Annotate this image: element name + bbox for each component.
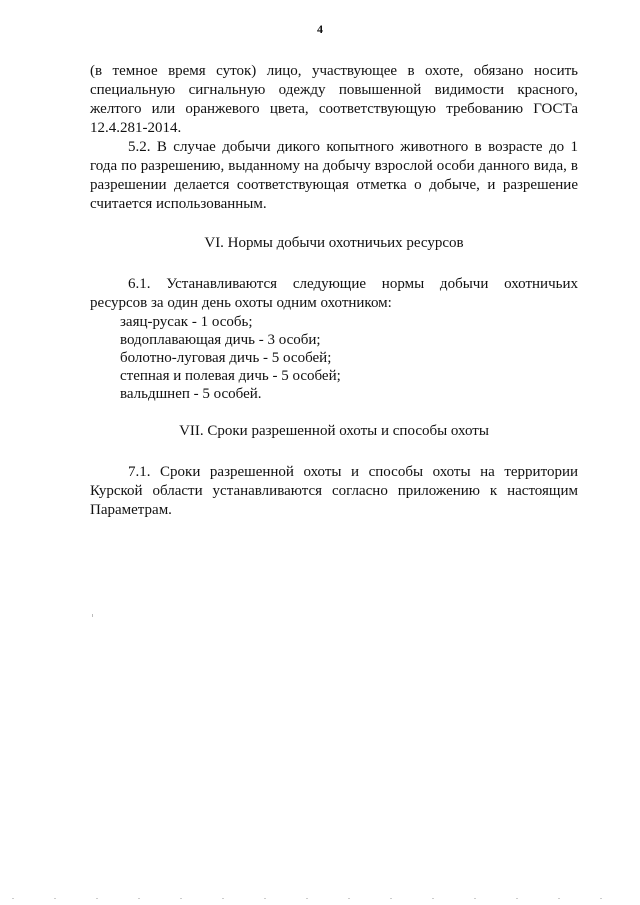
section-6-heading: VI. Нормы добычи охотничьих ресурсов: [204, 235, 464, 251]
hunting-norms-list: [90, 313, 578, 403]
list-item: вальдшнеп - 5 особей.: [120, 386, 262, 402]
paragraph-5-2: 5.2. В случае добычи дикого копытного животного в возрасте до 1 года по разрешению, выданному на добычу взрослой особи данного вида, в разрешении делается соответствующая отметка о добыче, и разрешение считается использованным.: [90, 139, 578, 212]
section-7-heading: VII. Сроки разрешенной охоты и способы охоты: [179, 423, 489, 439]
list-item: болотно-луговая дичь - 5 особей;: [120, 350, 332, 366]
paragraph-7-1: 7.1. Сроки разрешенной охоты и способы охоты на территории Курской области устанавливаются согласно приложению к настоящим Параметрам.: [90, 464, 578, 518]
list-item: заяц-русак - 1 особь;: [120, 314, 253, 330]
document-body: [90, 62, 578, 520]
scan-edge-artifacts: [0, 898, 640, 900]
scan-mark: [92, 614, 93, 617]
paragraph-continuation: (в темное время суток) лицо, участвующее в охоте, обязано носить специальную сигнальную одежду повышенной видимости красного, желтого или оранжевого цвета, соответствующую требованию ГОСТа 12.4.281-2014.: [90, 63, 578, 136]
list-item: степная и полевая дичь - 5 особей;: [120, 368, 341, 384]
paragraph-6-1: 6.1. Устанавливаются следующие нормы добычи охотничьих ресурсов за один день охоты одним охотником:: [90, 276, 578, 311]
list-item: водоплавающая дичь - 3 особи;: [120, 332, 321, 348]
page-number: 4: [317, 22, 323, 36]
